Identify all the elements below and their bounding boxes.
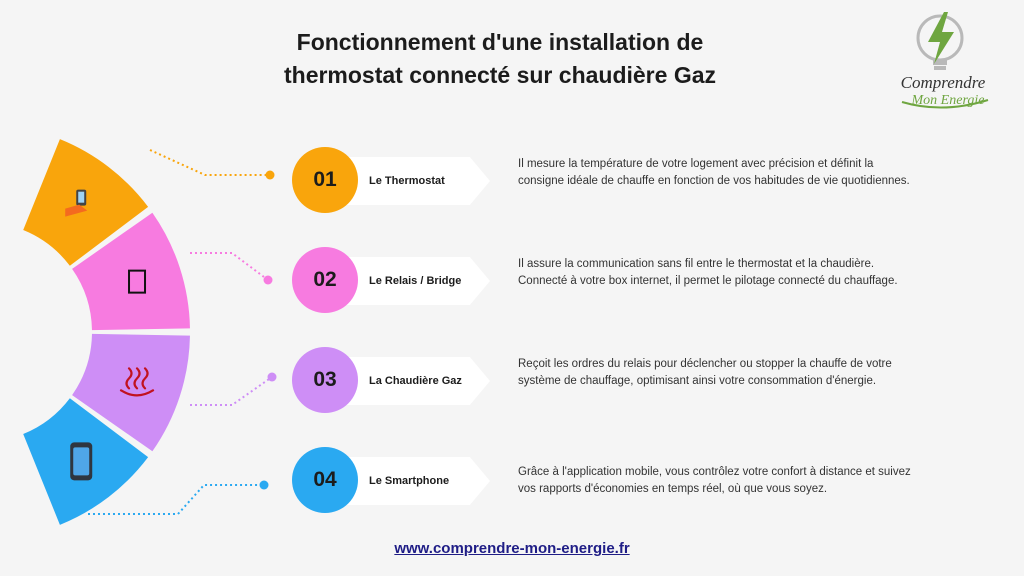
step-number-badge: 02 [292, 247, 358, 313]
connector-dot-02 [264, 276, 273, 285]
step-number-badge: 04 [292, 447, 358, 513]
step-03-description: Reçoit les ordres du relais pour déclencher ou stopper la chauffe de votre système de chauffage, optimisant ainsi votre consommation d'énergie. [518, 358, 892, 387]
website-link[interactable]: www.comprendre-mon-energie.fr [394, 540, 630, 557]
logo-line-1: Comprendre [900, 73, 986, 92]
connector-dot-01 [266, 171, 275, 180]
step-label: Le Thermostat [369, 175, 445, 187]
connector-line-01 [150, 150, 270, 175]
connector-line-02 [190, 253, 268, 280]
title-line-1: Fonctionnement d'une installation de [296, 29, 704, 55]
title-line-2: thermostat connecté sur chaudière Gaz [283, 62, 716, 88]
step-02-description: Il assure la communication sans fil entre le thermostat et la chaudière. Connecté à votre box internet, il permet le pilotage connecté du chauffage. [518, 258, 898, 287]
logo-line-2: Mon Energie [911, 93, 985, 108]
step-number-badge: 01 [292, 147, 358, 213]
connector-dot-04 [260, 481, 269, 490]
step-label: Le Smartphone [369, 475, 450, 487]
connector-dot-03 [268, 373, 277, 382]
step-04-description: Grâce à l'application mobile, vous contrôlez votre confort à distance et suivez vos rapports d'économies en temps réel, où que vous soyez. [518, 466, 911, 495]
step-01-description: Il mesure la température de votre logement avec précision et définit la consigne idéale de chauffe en fonction de vos habitudes de vie quotidiennes. [518, 158, 910, 187]
connector-line-03 [190, 377, 272, 405]
step-number-badge: 03 [292, 347, 358, 413]
step-label: Le Relais / Bridge [369, 275, 462, 287]
smartphone-icon [70, 442, 92, 480]
step-label: La Chaudière Gaz [369, 375, 462, 387]
